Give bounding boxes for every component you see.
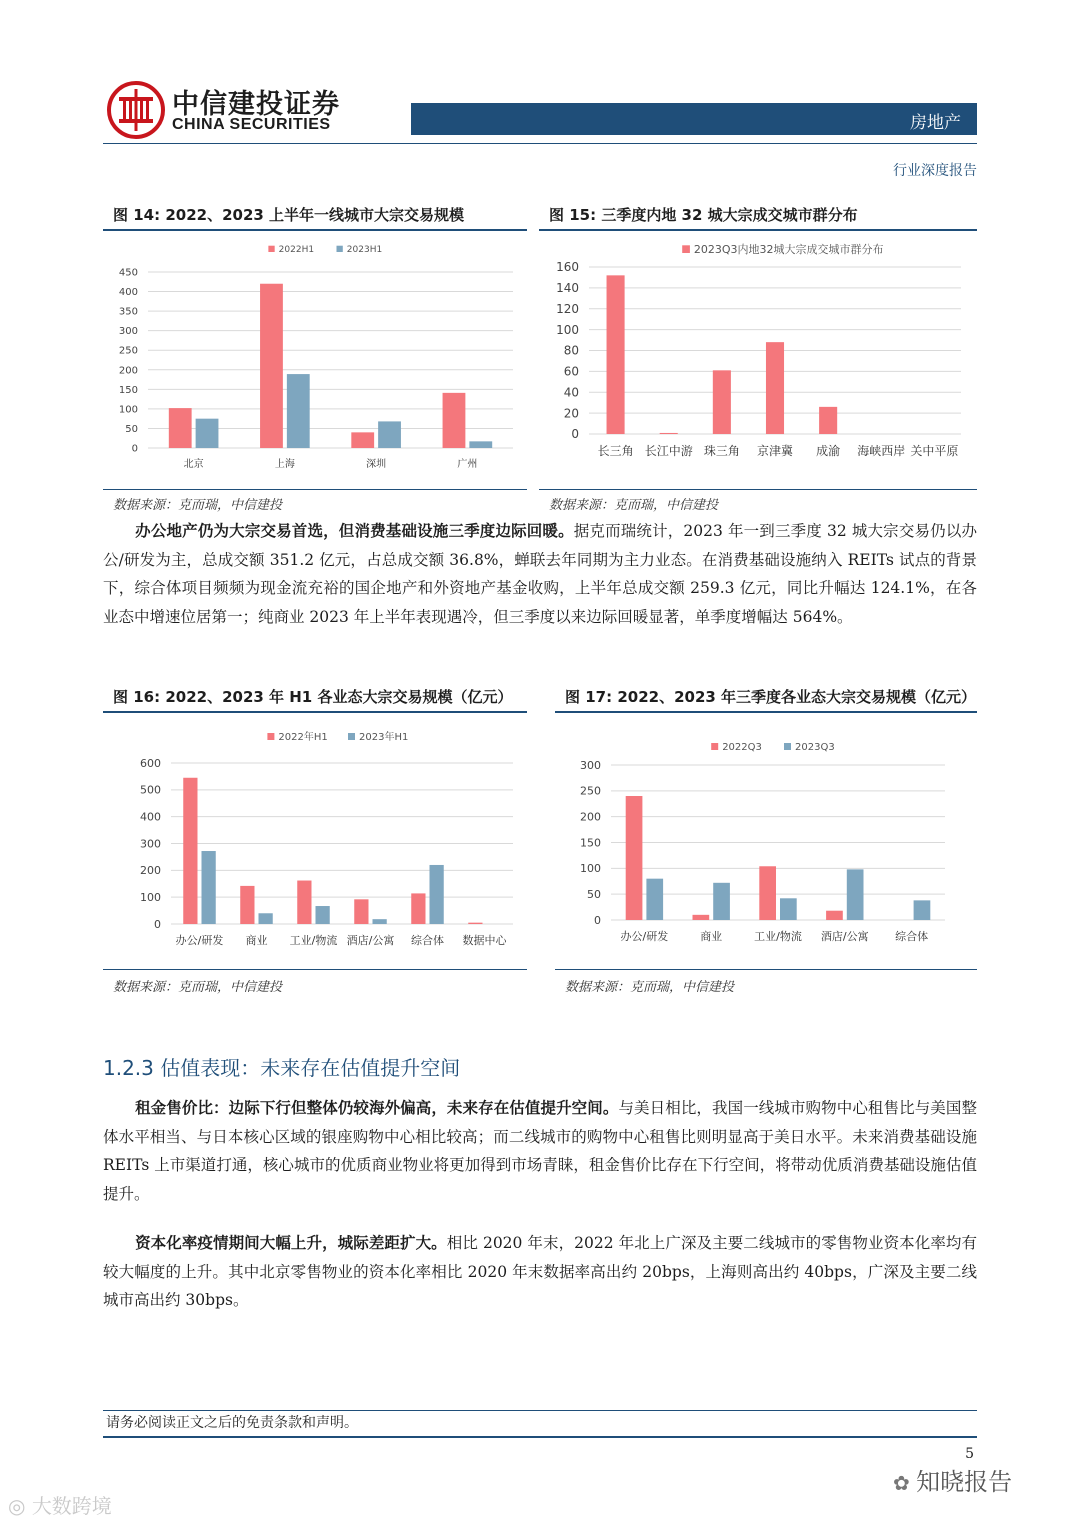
footer-divider-bottom xyxy=(103,1436,977,1438)
fig16-y-tick: 400 xyxy=(140,810,161,824)
fig17-x-label: 商业 xyxy=(700,930,723,943)
watermark-right-text: 知晓报告 xyxy=(916,1468,1013,1496)
fig17-bar-1 xyxy=(759,866,776,920)
fig16-legend-swatch xyxy=(348,733,355,740)
fig15-x-label: 成渝 xyxy=(816,444,841,458)
page-number: 5 xyxy=(965,1446,974,1462)
fig17-legend-swatch xyxy=(711,743,718,750)
fig16-bar-2 xyxy=(259,913,273,924)
figure-16-bottom-rule xyxy=(103,969,527,970)
fig16-legend-label: 2023年H1 xyxy=(359,732,409,743)
watermark-right xyxy=(893,1462,1012,1497)
sector-banner xyxy=(411,103,977,135)
fig14-y-tick: 150 xyxy=(118,384,138,396)
fig16-y-tick: 100 xyxy=(140,891,161,905)
paragraph-rent-ratio xyxy=(103,1094,977,1208)
fig17-bar-2 xyxy=(646,879,663,920)
fig16-legend-label: 2022年H1 xyxy=(278,732,328,743)
fig14-y-tick: 250 xyxy=(118,345,138,357)
fig15-y-tick: 0 xyxy=(571,427,579,442)
watermark-logo-icon: ◎ xyxy=(8,1494,32,1518)
fig17-bar-1 xyxy=(826,911,843,920)
section-title: 1.2.3 估值表现：未来存在估值提升空间 xyxy=(103,1056,461,1080)
fig16-bar-2 xyxy=(202,851,216,924)
fig16-x-label: 数据中心 xyxy=(462,934,507,947)
fig17-y-tick: 100 xyxy=(580,862,601,876)
brand-logo xyxy=(106,80,166,140)
fig15-y-tick: 100 xyxy=(556,322,579,337)
fig15-legend-label: 2023Q3内地32城大宗成交城市群分布 xyxy=(693,243,884,256)
fig16-x-label: 酒店/公寓 xyxy=(346,934,395,947)
fig14-bar-1 xyxy=(351,432,374,448)
fig17-legend-label: 2022Q3 xyxy=(722,742,762,753)
figure-15-bottom-rule xyxy=(539,489,977,490)
fig14-y-tick: 0 xyxy=(131,443,138,455)
fig16-bar-1 xyxy=(297,881,311,924)
fig15-x-label: 海峡西岸 xyxy=(857,444,906,458)
fig15-legend-swatch xyxy=(682,245,690,253)
paragraph-cap-rate xyxy=(103,1229,977,1315)
fig15-y-tick: 120 xyxy=(556,301,579,316)
figure-17-top-rule xyxy=(555,711,977,713)
fig17-x-label: 综合体 xyxy=(895,930,929,943)
fig17-legend-label: 2023Q3 xyxy=(795,742,835,753)
figure-14-source: 数据来源：克而瑞，中信建投 xyxy=(113,498,283,513)
fig17-y-tick: 50 xyxy=(587,888,601,902)
fig14-bar-2 xyxy=(378,421,401,448)
fig16-bar-2 xyxy=(316,906,330,924)
fig16-y-tick: 600 xyxy=(140,756,161,770)
paragraph-rent-ratio-text: 与美日相比，我国一线城市购物中心租售比与美国整体水平相当、与日本核心区域的银座购物中心相比较高；而二线城市的购物中心租售比则明显高于美日水平。未来消费基础设施 REITs 上市渠道打通，核心城市的优质商业物业将更加得到市场青睐，租金售价比存在下行空间，将带动优质消费基础设施估值提升。 xyxy=(103,1099,977,1203)
fig17-legend-swatch xyxy=(784,743,791,750)
fig17-bar-1 xyxy=(693,915,710,920)
fig14-y-tick: 450 xyxy=(118,267,138,279)
fig16-bar-2 xyxy=(430,865,444,924)
fig16-bar-1 xyxy=(183,778,197,924)
paragraph-rent-ratio-lead: 租金售价比：边际下行但整体仍较海外偏高，未来存在估值提升空间。 xyxy=(135,1098,619,1117)
figure-16-caption: 图 16: 2022、2023 年 H1 各业态大宗交易规模（亿元） xyxy=(113,688,513,706)
fig15-bar-1 xyxy=(713,370,731,434)
fig16-x-label: 商业 xyxy=(245,934,268,947)
fig15-x-label: 长三角 xyxy=(597,444,634,458)
fig15-bar-1 xyxy=(819,407,837,434)
figure-14-chart xyxy=(103,232,527,488)
fig17-bar-1 xyxy=(626,796,643,920)
figure-15-top-rule xyxy=(539,229,977,231)
figure-15-caption: 图 15: 三季度内地 32 城大宗成交城市群分布 xyxy=(549,206,858,224)
fig14-legend-label: 2023H1 xyxy=(346,245,383,255)
fig16-y-tick: 500 xyxy=(140,783,161,797)
paragraph-cap-rate-text: 相比 2020 年末，2022 年北上广深及主要二线城市的零售物业资本化率均有较大幅度的上升。其中北京零售物业的资本化率相比 2020 年末数据率高出约 20bps，上海则高出约 40bps，广深及主要二线城市高出约 30bps。 xyxy=(103,1234,977,1309)
wechat-icon: ✿ xyxy=(893,1471,917,1495)
paragraph-cap-rate-lead: 资本化率疫情期间大幅上升，城际差距扩大。 xyxy=(135,1233,447,1252)
header-divider xyxy=(103,143,977,144)
watermark-left xyxy=(8,1490,112,1519)
figure-14-bottom-rule xyxy=(103,489,527,490)
figure-16-chart xyxy=(103,714,527,968)
fig14-bar-2 xyxy=(196,419,219,448)
fig16-bar-2 xyxy=(373,919,387,924)
fig14-x-label: 北京 xyxy=(183,459,204,470)
fig16-bar-1 xyxy=(354,899,368,924)
fig15-bar-1 xyxy=(660,433,678,434)
fig17-y-tick: 0 xyxy=(594,913,601,927)
fig14-y-tick: 200 xyxy=(118,365,138,377)
fig16-legend-swatch xyxy=(267,733,274,740)
fig17-bar-2 xyxy=(713,883,730,920)
figure-15-chart xyxy=(539,232,977,488)
fig14-legend-swatch xyxy=(337,246,343,252)
fig14-y-tick: 100 xyxy=(118,404,138,416)
fig15-y-tick: 140 xyxy=(556,281,579,296)
figure-14-top-rule xyxy=(103,229,527,231)
fig15-y-tick: 160 xyxy=(556,260,579,275)
fig15-x-label: 长江中游 xyxy=(644,444,693,458)
paragraph-office xyxy=(103,517,977,631)
fig15-x-label: 京津冀 xyxy=(756,444,794,458)
disclaimer: 请务必阅读正文之后的免责条款和声明。 xyxy=(106,1415,358,1431)
fig15-bar-1 xyxy=(607,275,625,434)
fig14-y-tick: 50 xyxy=(125,423,138,435)
fig14-x-label: 广州 xyxy=(457,459,478,470)
fig15-x-label: 珠三角 xyxy=(703,444,740,458)
fig14-bar-2 xyxy=(287,374,310,448)
fig16-x-label: 办公/研发 xyxy=(175,934,224,947)
fig17-bar-2 xyxy=(847,869,864,920)
fig15-y-tick: 80 xyxy=(563,343,579,358)
fig14-legend-swatch xyxy=(268,246,274,252)
paragraph-office-text: 据克而瑞统计，2023 年一到三季度 32 城大宗交易仍以办公/研发为主，总成交额 351.2 亿元，占总成交额 36.8%，蝉联去年同期为主力业态。在消费基础设施纳入 REITs 试点的背景下，综合体项目频频为现金流充裕的国企地产和外资地产基金收购，上半年总成交额 259.3 亿元，同比升幅达 124.1%，在各业态中增速位居第一；纯商业 2023 年上半年表现遇冷，但三季度以来边际回暖显著，单季度增幅达 564%。 xyxy=(103,522,977,626)
fig14-y-tick: 350 xyxy=(118,306,138,318)
fig14-bar-1 xyxy=(260,284,283,448)
fig15-y-tick: 40 xyxy=(563,385,579,400)
brand-name-en: CHINA SECURITIES xyxy=(172,116,331,133)
fig17-y-tick: 250 xyxy=(580,784,601,798)
fig17-y-tick: 150 xyxy=(580,836,601,850)
fig14-y-tick: 300 xyxy=(118,326,138,338)
figure-17-caption: 图 17: 2022、2023 年三季度各业态大宗交易规模（亿元） xyxy=(565,688,977,706)
fig15-bar-1 xyxy=(766,342,784,434)
fig14-legend-label: 2022H1 xyxy=(278,245,315,255)
fig16-bar-1 xyxy=(468,923,482,924)
fig15-y-tick: 60 xyxy=(563,364,579,379)
figure-17-source: 数据来源：克而瑞，中信建投 xyxy=(565,980,735,995)
fig14-y-tick: 400 xyxy=(118,287,138,299)
report-type: 行业深度报告 xyxy=(893,163,977,179)
fig17-bar-2 xyxy=(780,898,797,920)
paragraph-office-lead: 办公地产仍为大宗交易首选，但消费基础设施三季度边际回暖。 xyxy=(135,521,574,540)
fig15-y-tick: 20 xyxy=(563,406,579,421)
fig16-y-tick: 300 xyxy=(140,837,161,851)
fig14-x-label: 上海 xyxy=(274,459,295,470)
footer-divider-top xyxy=(103,1410,977,1411)
fig17-y-tick: 200 xyxy=(580,810,601,824)
fig17-x-label: 办公/研发 xyxy=(620,930,669,943)
fig16-y-tick: 0 xyxy=(154,917,161,931)
figure-16-source: 数据来源：克而瑞，中信建投 xyxy=(113,980,283,995)
fig14-x-label: 深圳 xyxy=(366,459,387,470)
fig14-bar-2 xyxy=(469,441,492,448)
fig16-x-label: 综合体 xyxy=(411,934,444,947)
fig17-bar-2 xyxy=(914,900,931,920)
fig16-y-tick: 200 xyxy=(140,864,161,878)
fig17-x-label: 工业/物流 xyxy=(754,930,802,943)
figure-17-bottom-rule xyxy=(555,969,977,970)
sector-label: 房地产 xyxy=(910,113,961,133)
figure-14-caption: 图 14: 2022、2023 上半年一线城市大宗交易规模 xyxy=(113,206,465,224)
figure-15-source: 数据来源：克而瑞，中信建投 xyxy=(549,498,719,513)
brand-name-cn: 中信建投证券 xyxy=(172,89,340,120)
watermark-left-text: 大数跨境 xyxy=(31,1494,112,1518)
fig17-x-label: 酒店/公寓 xyxy=(820,930,869,943)
fig14-bar-1 xyxy=(443,393,466,448)
figure-17-chart xyxy=(555,714,977,968)
fig16-x-label: 工业/物流 xyxy=(289,934,338,947)
fig15-x-label: 关中平原 xyxy=(910,444,959,458)
figure-16-top-rule xyxy=(103,711,527,713)
fig16-bar-1 xyxy=(411,893,425,924)
fig16-bar-1 xyxy=(240,886,254,924)
fig17-y-tick: 300 xyxy=(580,758,601,772)
fig14-bar-1 xyxy=(169,408,192,448)
